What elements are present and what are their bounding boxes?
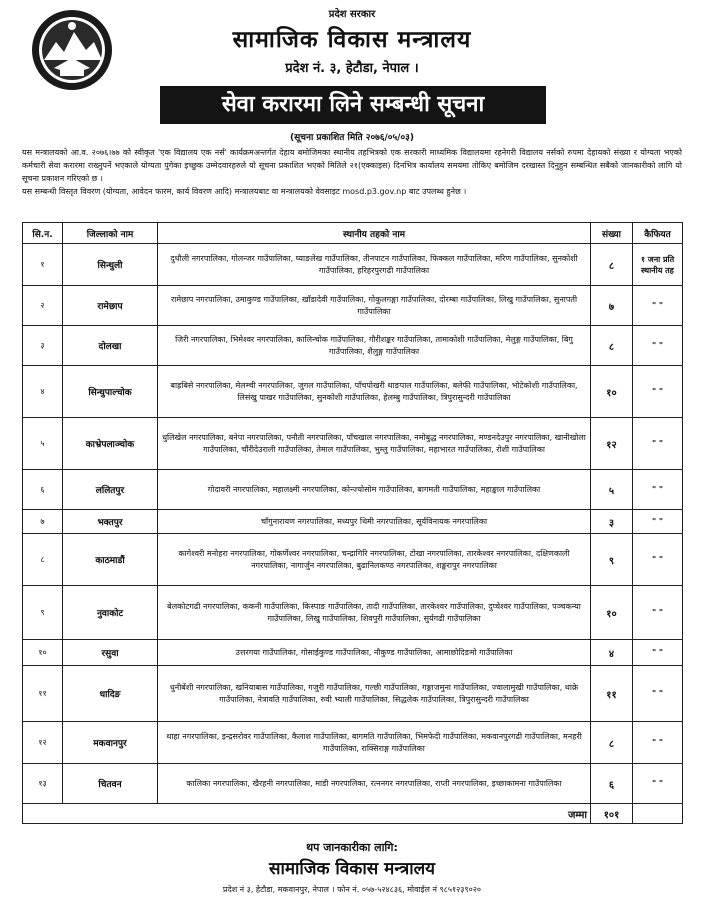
intro-paragraph-2: यस सम्बन्धी विस्तृत विवरण (योग्यता, आवेदन फारम, कार्य विवरण आदि) मन्त्रालयबाट वा मन्त्रालयको वेवसाइट mosd.p3.gov.np बाट उपलब्ध हुनेछ । xyxy=(22,187,467,196)
government-label: प्रदेश सरकार xyxy=(328,9,376,20)
total-label: जम्मा xyxy=(23,804,591,824)
row-sn: ६ xyxy=(23,470,63,510)
table-row xyxy=(23,722,683,764)
row-count: ८ xyxy=(591,722,633,764)
row-remarks: " " xyxy=(633,418,683,470)
row-count: ९ xyxy=(591,534,633,586)
row-sn: ११ xyxy=(23,666,63,722)
table-row xyxy=(23,534,683,586)
row-sn: ७ xyxy=(23,510,63,534)
header-sn: सि.न. xyxy=(23,223,63,244)
ministry-address: प्रदेश नं. ३, हेटौडा, नेपाल । xyxy=(285,61,419,76)
row-district: दोलखा xyxy=(63,326,158,366)
row-local-units: थाहा नगरपालिका, इन्द्रसरोवर गाउँपालिका, कैलाश गाउँपालिका, बागमति गाउँपालिका, भिमफेदी गाउँपालिका, मकवानपुरगढी गाउँपालिका, मनहरी गाउँपालिका, राक्सिराङ्ग गाउँपालिका xyxy=(158,722,591,764)
row-count: १० xyxy=(591,586,633,640)
header-local-units: स्थानीय तहको नाम xyxy=(158,223,591,244)
header-remarks: कैफियत xyxy=(633,223,683,244)
row-district: सिन्धुली xyxy=(63,244,158,286)
intro-paragraph-1: यस मन्त्रालयको आ.व. २०७६।७७ को स्वीकृत 'एक विद्यालय एक नर्स' कार्यक्रमअन्तर्गत देहाय बमोजिमका स्थानीय तहभित्रको एक सरकारी माध्यमिक विद्यालयमा रहनेगरी विद्यालय नर्सको रुपमा देहायको संख्या र योग्यता भएको कर्मचारी सेवा करारमा राख्नुपर्ने भएकाले योग्यता पुगेका इच्छुक उम्मेदवारहरुले यो सूचना प्रकाशित भएको मितिले २१(एक्काइस) दिनभित्र कार्यालय समयमा तोकिए बमोजिम दरखास्त दिनुहुन सम्बन्धित सबैको जानकारीको लागि यो सूचना प्रकाशन गरिएको छ । xyxy=(22,148,682,183)
row-remarks: " " xyxy=(633,764,683,804)
row-count: ११ xyxy=(591,666,633,722)
row-count: ६ xyxy=(591,764,633,804)
row-count: ३ xyxy=(591,510,633,534)
row-remarks: " " xyxy=(633,326,683,366)
row-sn: १० xyxy=(23,640,63,666)
intro-text xyxy=(22,146,682,198)
row-sn: ५ xyxy=(23,418,63,470)
row-count: ७ xyxy=(591,286,633,326)
table-total-row xyxy=(23,804,683,824)
footer-contact: प्रदेश नं ३, हेटौडा, मकवानपुर, नेपाल । फोन नं. ०५७-५२४८३६, मोवाईल नं ९८५१२३९०२० xyxy=(222,885,482,894)
row-district: मकवानपुर xyxy=(63,722,158,764)
row-count: ५ xyxy=(591,470,633,510)
row-count: ४ xyxy=(591,640,633,666)
table-row xyxy=(23,326,683,366)
table-row xyxy=(23,366,683,418)
row-local-units: चाँगुनारायण नगरपालिका, मध्यपुर थिमी नगरपालिका, सूर्यविनायक नगरपालिका xyxy=(158,510,591,534)
notice-title-banner: सेवा करारमा लिने सम्बन्धी सूचना xyxy=(160,86,546,124)
row-remarks: " " xyxy=(633,510,683,534)
row-district: काठमाडौं xyxy=(63,534,158,586)
footer-lead: थप जानकारीका लागि: xyxy=(306,841,398,854)
row-count: ८ xyxy=(591,326,633,366)
row-sn: ३ xyxy=(23,326,63,366)
row-sn: २ xyxy=(23,286,63,326)
row-count: १० xyxy=(591,366,633,418)
total-value: १०१ xyxy=(591,804,633,824)
ministry-title: सामाजिक विकास मन्त्रालय xyxy=(232,27,472,53)
table-row xyxy=(23,666,683,722)
row-sn: १३ xyxy=(23,764,63,804)
row-remarks: १ जना प्रति स्थानीय तह xyxy=(633,244,683,286)
row-local-units: बेलकोटगढी नगरपालिका, ककनी गाउँपालिका, किस्पाङ गाउँपालिका, तादी गाउँपालिका, तारकेश्वर गाउँपालिका, दुप्चेश्वर गाउँपालिका, पञ्चकन्या गाउँपालिका, लिखु गाउँपालिका, शिवपुरी गाउँपालिका, सुर्यगढी गाउँपालिका xyxy=(158,586,591,640)
row-remarks: " " xyxy=(633,286,683,326)
row-district: धादिङ xyxy=(63,666,158,722)
table-row xyxy=(23,764,683,804)
table-row xyxy=(23,418,683,470)
row-district: भक्तपुर xyxy=(63,510,158,534)
table-header-row xyxy=(23,223,683,244)
row-sn: ४ xyxy=(23,366,63,418)
row-district: चितवन xyxy=(63,764,158,804)
row-local-units: धुलिखेल नगरपालिका, बनेपा नगरपालिका, पनौती नगरपालिका, पाँचखाल नगरपालिका, नमोबुद्ध नगरपालिका, मण्डनदेउपुर नगरपालिका, खानीखोला गाउँपालिका, चौंरीदेउराली गाउँपालिका, तेमाल गाउँपालिका, भुम्लु गाउँपालिका, महाभारत गाउँपालिका, रोशी गाउँपालिका xyxy=(158,418,591,470)
row-sn: ८ xyxy=(23,534,63,586)
header-count: संख्या xyxy=(591,223,633,244)
table-row xyxy=(23,510,683,534)
table-row xyxy=(23,244,683,286)
row-district: रसुवा xyxy=(63,640,158,666)
row-sn: १२ xyxy=(23,722,63,764)
row-district: काभ्रेपलाञ्चोक xyxy=(63,418,158,470)
row-remarks: " " xyxy=(633,534,683,586)
row-district: सिन्धुपाल्चोक xyxy=(63,366,158,418)
published-date: (सूचना प्रकाशित मिति २०७६/०५/०३) xyxy=(290,133,414,143)
footer-ministry: सामाजिक विकास मन्त्रालय xyxy=(268,859,436,879)
row-local-units: बाह्रबिसे नगरपालिका, मेलम्ची नगरपालिका, जुगल गाउँपालिका, पाँचपोखरी थाङपाल गाउँपालिका, बलेफी गाउँपालिका, भोटेकोशी गाउँपालिका, लिसंखु पाखर गाउँपालिका, सुनकोशी गाउँपालिका, हेलम्बु गाउँपालिका, त्रिपुरासुन्दरी गाउँपालिका xyxy=(158,366,591,418)
table-row xyxy=(23,470,683,510)
row-remarks: " " xyxy=(633,366,683,418)
row-local-units: रामेछाप नगरपालिका, उमाकुण्ड गाउँपालिका, खाँडादेवी गाउँपालिका, गोकुलगङ्गा गाउँपालिका, दोरम्बा गाउँपालिका, लिखु गाउँपालिका, सुनापती गाउँपालिका xyxy=(158,286,591,326)
row-sn: १ xyxy=(23,244,63,286)
row-remarks: " " xyxy=(633,722,683,764)
row-local-units: उत्तरगया गाउँपालिका, गोसाईकुण्ड गाउँपालिका, नौकुण्ड गाउँपालिका, आमाछोदिङमो गाउँपालिका xyxy=(158,640,591,666)
total-remarks-empty xyxy=(633,804,683,824)
table-row xyxy=(23,586,683,640)
row-remarks: " " xyxy=(633,586,683,640)
row-sn: ९ xyxy=(23,586,63,640)
row-local-units: कागेश्वरी मनोहरा नगरपालिका, गोकर्णेश्वर नगरपालिका, चन्द्रागिरि नगरपालिका, टोखा नगरपालिका, तारकेश्वर नगरपालिका, दक्षिणकाली नगरपालिका, नागार्जुन नगरपालिका, बुढानिलकण्ठ नगरपालिका, शङ्खरापुर नगरपालिका xyxy=(158,534,591,586)
row-remarks: " " xyxy=(633,470,683,510)
row-local-units: दुधौली नगरपालिका, गोलन्जर गाउँपालिका, घ्याङलेख गाउँपालिका, तीनपाटन गाउँपालिका, फिक्कल गाउँपालिका, मरिण गाउँपालिका, सुनकोशी गाउँपालिका, हरिहरपुरगढी गाउँपालिका xyxy=(158,244,591,286)
row-count: १२ xyxy=(591,418,633,470)
row-district: ललितपुर xyxy=(63,470,158,510)
row-remarks: " " xyxy=(633,640,683,666)
table-row xyxy=(23,640,683,666)
row-count: ८ xyxy=(591,244,633,286)
row-local-units: धुनीबेंशी नगरपालिका, खनियाबास गाउँपालिका, गजुरी गाउँपालिका, गल्छी गाउँपालिका, गङ्गाजमुना गाउँपालिका, ज्वालामुखी गाउँपालिका, थाक्रे गाउँपालिका, नेत्रावति गाउँपालिका, रुवी भ्याली गाउँपालिका, सिद्धलेक गाउँपालिका, त्रिपुरासुन्दरी गाउँपालिका xyxy=(158,666,591,722)
table-row xyxy=(23,286,683,326)
row-local-units: जिरी नगरपालिका, भिमेश्वर नगरपालिका, कालिन्चोक गाउँपालिका, गौरीशङ्कर गाउँपालिका, तामाकोशी गाउँपालिका, मेलुङ्ग गाउँपालिका, बिगु गाउँपालिका, शैलुङ्ग गाउँपालिका xyxy=(158,326,591,366)
vacancy-table xyxy=(22,222,683,824)
row-district: नुवाकोट xyxy=(63,586,158,640)
row-local-units: कालिका नगरपालिका, खैरहनी नगरपालिका, माडी नगरपालिका, रत्ननगर नगरपालिका, राप्ती नगरपालिका, इच्छाकामना गाउँपालिका xyxy=(158,764,591,804)
row-district: रामेछाप xyxy=(63,286,158,326)
row-remarks: " " xyxy=(633,666,683,722)
row-local-units: गोदावरी नगरपालिका, महालक्ष्मी नगरपालिका, कोन्ज्योसोम गाउँपालिका, बागमती गाउँपालिका, महाङ्काल गाउँपालिका xyxy=(158,470,591,510)
header-district: जिल्लाको नाम xyxy=(63,223,158,244)
